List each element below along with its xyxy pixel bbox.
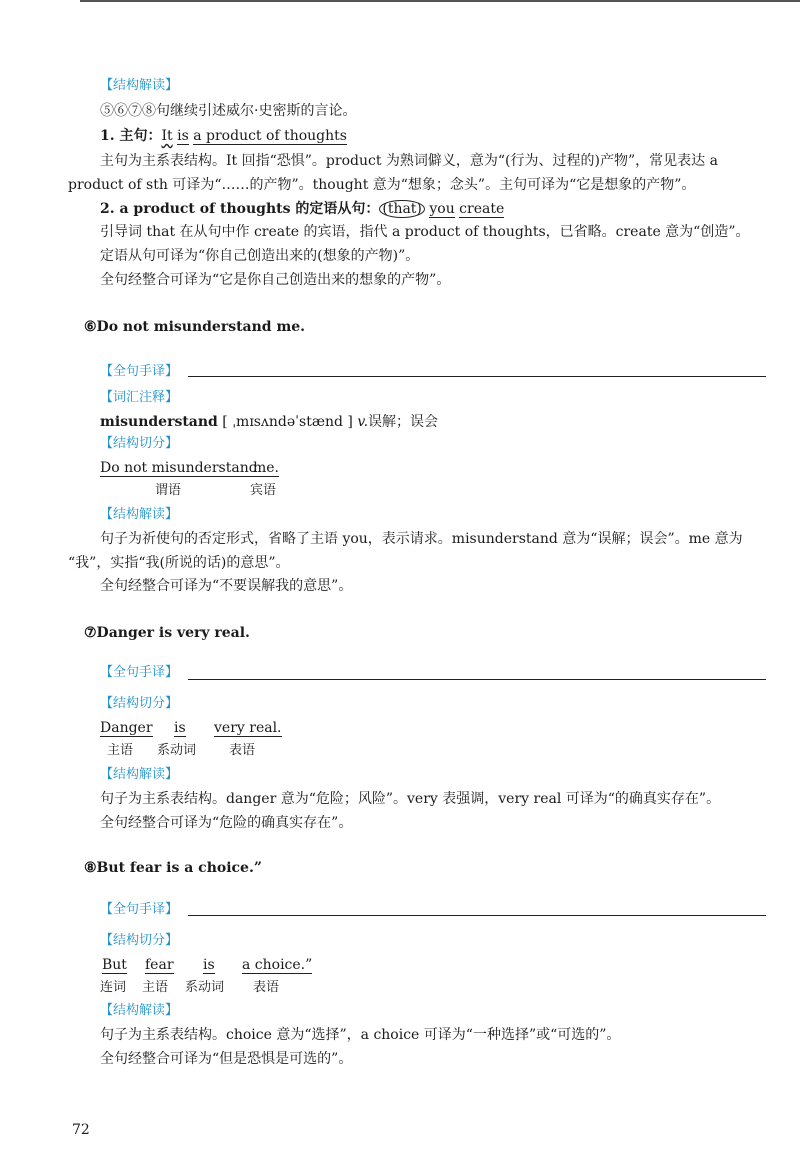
sentence-6: ⑥Do not misunderstand me. [84,319,306,335]
intro-text: ⑤⑥⑦⑧句继续引述威尔·史密斯的言论。 [100,103,357,119]
point1-predicative: a product of thoughts [193,128,347,144]
s8-split-part: But [102,957,127,973]
s8-role: 连词 [100,980,127,995]
s7-role: 系动词 [157,743,197,758]
s6-split-part: me. [253,460,280,476]
s7-split-part: Danger [100,720,153,736]
s8-translate-tag: 【全句手译】 [100,902,179,917]
s6-split-tag: 【结构切分】 [100,436,179,451]
s7-role: 主语 [107,743,134,758]
s6-analysis-1: 句子为祈使句的否定形式，省略了主语 you，表示请求。misunderstand 意为“误解；误会”。me 意为 [100,531,743,547]
sentence-7: ⑦Danger is very real. [84,625,250,641]
s8-role: 表语 [253,980,280,995]
s8-translation-line[interactable] [188,915,766,916]
s8-analysis-tag: 【结构解读】 [100,1003,179,1018]
point1-explain-1: 主句为主系表结构。It 回指“恐惧”。product 为熟词僻义，意为“(行为、过程的)产物”，常见表达 a [100,153,718,169]
top-rule [80,0,800,2]
vocab-phonetic: [ ˌmɪsʌndəˈstænd ] [222,414,353,430]
s8-split-part: a choice.” [242,957,313,973]
point1-explain-2: product of sth 可译为“……的产物”。thought 意为“想象；念头”。主句可译为“它是想象的产物”。 [68,177,696,193]
s6-role: 宾语 [250,483,277,498]
s8-analysis-2: 全句经整合可译为“但是恐惧是可选的”。 [100,1051,353,1067]
point1 [100,126,347,146]
s6-analysis-2: “我”，实指“我(所说的话)的意思”。 [68,555,290,571]
point2-create: create [459,201,505,217]
s6-translate-tag: 【全句手译】 [100,364,179,379]
point2-line-2: 定语从句可译为“你自己创造出来的(想象的产物)”。 [100,248,420,264]
s7-split-part: very real. [214,720,282,736]
point2 [100,199,504,219]
s8-split-tag: 【结构切分】 [100,933,179,948]
point1-subject: It [161,128,173,144]
s7-translation-line[interactable] [188,679,766,680]
s8-role: 系动词 [185,980,225,995]
s7-split-part: is [174,720,186,736]
s8-split-part: is [203,957,215,973]
s7-analysis-tag: 【结构解读】 [100,767,179,782]
tag-structure-analysis: 【结构解读】 [100,78,179,93]
point1-verb: is [177,128,189,144]
s8-role: 主语 [142,980,169,995]
s7-translate-tag: 【全句手译】 [100,665,179,680]
sentence-8: ⑧But fear is a choice.” [84,860,262,876]
s6-translation-line[interactable] [188,376,766,377]
vocab-definition: 误解；误会 [368,414,439,430]
s7-role: 表语 [229,743,256,758]
s7-analysis-2: 全句经整合可译为“危险的确真实存在”。 [100,815,353,831]
s8-analysis-1: 句子为主系表结构。choice 意为“选择”，a choice 可译为“一种选择”或“可选的”。 [100,1027,621,1043]
s6-analysis-3: 全句经整合可译为“不要误解我的意思”。 [100,578,353,594]
point2-that: (that) [379,200,425,218]
point2-you: you [429,201,455,217]
s6-analysis-tag: 【结构解读】 [100,507,179,522]
point2-line-3: 全句经整合可译为“它是你自己创造出来的想象的产物”。 [100,272,451,288]
vocab-pos: v. [357,414,369,430]
point2-heading: 2. a product of thoughts 的定语从句： [100,201,380,217]
s6-role: 谓语 [155,483,182,498]
s6-split-part: Do not misunderstand [100,460,258,476]
page-number: 72 [72,1122,90,1138]
s8-split-part: fear [145,957,174,973]
point1-heading: 1. 主句： [100,128,162,144]
s7-split-tag: 【结构切分】 [100,696,179,711]
point2-line-1: 引导词 that 在从句中作 create 的宾语，指代 a product of thoughts，已省略。create 意为“创造”。 [100,224,750,240]
s6-vocab-entry [100,412,438,432]
s7-analysis-1: 句子为主系表结构。danger 意为“危险；风险”。very 表强调，very real 可译为“的确真实存在”。 [100,791,721,807]
s6-vocab-tag: 【词汇注释】 [100,390,179,405]
vocab-word: misunderstand [100,414,218,430]
